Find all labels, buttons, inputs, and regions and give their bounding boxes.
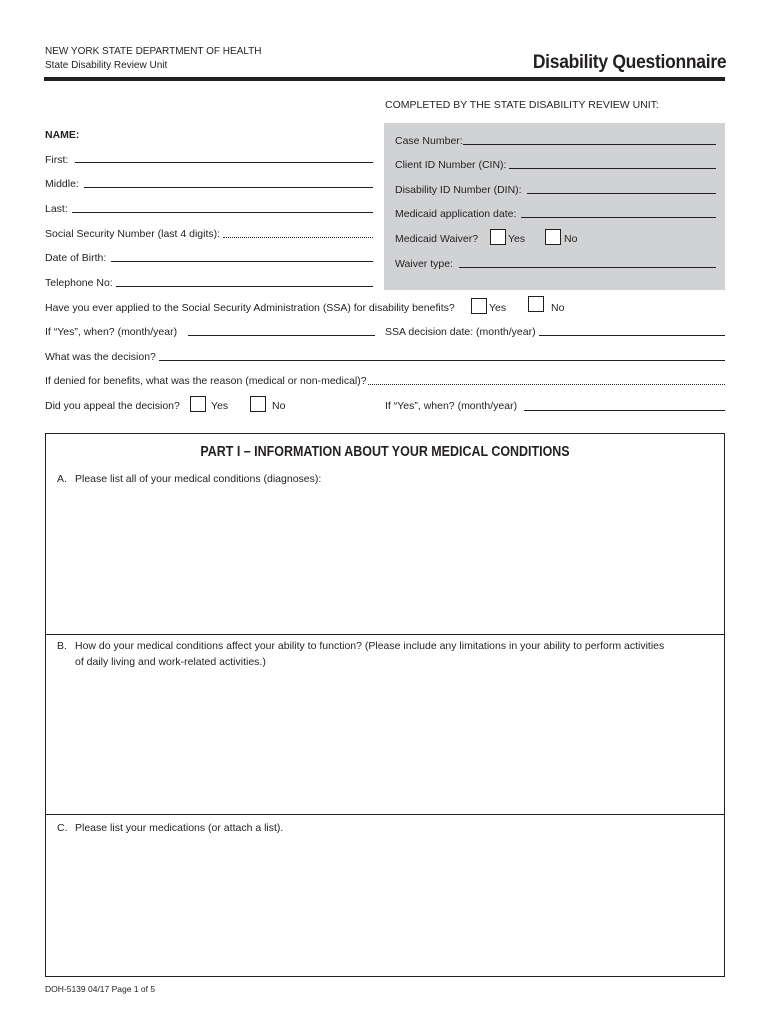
- section-b-answer-area[interactable]: [50, 672, 720, 810]
- ssn-label: Social Security Number (last 4 digits):: [45, 228, 221, 240]
- part1-heading: PART I – INFORMATION ABOUT YOUR MEDICAL CONDITIONS: [200, 444, 570, 460]
- unit-name: State Disability Review Unit: [45, 60, 168, 71]
- medicaid-waiver-label: Medicaid Waiver?: [395, 233, 479, 245]
- disability-id-field[interactable]: [527, 193, 716, 194]
- medicaid-waiver-no-label: No: [564, 233, 578, 245]
- review-unit-heading: COMPLETED BY THE STATE DISABILITY REVIEW UNIT:: [385, 99, 659, 111]
- section-c-marker: C.: [57, 822, 68, 834]
- section-b-marker: B.: [57, 640, 67, 652]
- denied-reason-field[interactable]: [368, 384, 725, 385]
- medicaid-app-date-label: Medicaid application date:: [395, 208, 517, 220]
- section-a-answer-area[interactable]: [50, 490, 720, 630]
- medicaid-waiver-yes-checkbox[interactable]: [490, 229, 506, 245]
- appeal-no-label: No: [272, 400, 286, 412]
- ssa-decision-field[interactable]: [159, 360, 725, 361]
- appeal-yes-label: Yes: [211, 400, 229, 412]
- ssa-applied-question: Have you ever applied to the Social Security Administration (SSA) for disability benefits?: [45, 302, 455, 314]
- last-name-field[interactable]: [72, 212, 373, 213]
- middle-name-field[interactable]: [84, 187, 373, 188]
- appeal-when-label: If “Yes”, when? (month/year): [385, 400, 518, 412]
- section-a-prompt: Please list all of your medical conditions (diagnoses):: [75, 473, 322, 485]
- section-a-marker: A.: [57, 473, 67, 485]
- appeal-when-field[interactable]: [524, 410, 725, 411]
- middle-name-label: Middle:: [45, 178, 79, 190]
- ssa-applied-yes-checkbox[interactable]: [471, 298, 487, 314]
- header-rule: [44, 77, 725, 81]
- section-b-prompt-line1: How do your medical conditions affect your ability to function? (Please include any limitations in your ability to perform activities: [75, 640, 665, 652]
- name-heading: NAME:: [45, 129, 80, 141]
- ssa-applied-no-checkbox[interactable]: [528, 296, 544, 312]
- section-b-divider: [45, 814, 725, 815]
- dob-label: Date of Birth:: [45, 252, 107, 264]
- ssa-when-label: If “Yes”, when? (month/year): [45, 326, 178, 338]
- section-a-divider: [45, 634, 725, 635]
- ssa-applied-yes-label: Yes: [489, 302, 507, 314]
- first-name-field[interactable]: [75, 162, 373, 163]
- medicaid-waiver-no-checkbox[interactable]: [545, 229, 561, 245]
- ssa-decision-date-field[interactable]: [539, 335, 725, 336]
- disability-id-label: Disability ID Number (DIN):: [395, 184, 522, 196]
- denied-reason-label: If denied for benefits, what was the reason (medical or non-medical)?: [45, 375, 367, 387]
- appeal-label: Did you appeal the decision?: [45, 400, 180, 412]
- case-number-field[interactable]: [463, 144, 716, 145]
- medicaid-app-date-field[interactable]: [521, 217, 716, 218]
- dob-field[interactable]: [111, 261, 373, 262]
- ssn-field[interactable]: [223, 237, 373, 238]
- telephone-field[interactable]: [116, 286, 373, 287]
- first-name-label: First:: [45, 154, 69, 166]
- appeal-no-checkbox[interactable]: [250, 396, 266, 412]
- telephone-label: Telephone No:: [45, 277, 113, 289]
- ssa-applied-no-label: No: [551, 302, 565, 314]
- ssa-decision-label: What was the decision?: [45, 351, 156, 363]
- section-b-prompt-line2: of daily living and work-related activities.): [75, 656, 266, 668]
- waiver-type-field[interactable]: [459, 267, 716, 268]
- medicaid-waiver-yes-label: Yes: [508, 233, 526, 245]
- ssa-decision-date-label: SSA decision date: (month/year): [385, 326, 536, 338]
- department-name: NEW YORK STATE DEPARTMENT OF HEALTH: [45, 46, 262, 57]
- client-id-label: Client ID Number (CIN):: [395, 159, 507, 171]
- case-number-label: Case Number:: [395, 135, 463, 147]
- last-name-label: Last:: [45, 203, 68, 215]
- ssa-when-field[interactable]: [188, 335, 375, 336]
- section-c-answer-area[interactable]: [50, 838, 720, 972]
- page-title: Disability Questionnaire: [532, 52, 726, 73]
- form-id-footer: DOH-5139 04/17 Page 1 of 5: [45, 984, 156, 994]
- waiver-type-label: Waiver type:: [395, 258, 453, 270]
- appeal-yes-checkbox[interactable]: [190, 396, 206, 412]
- client-id-field[interactable]: [509, 168, 716, 169]
- section-c-prompt: Please list your medications (or attach a list).: [75, 822, 284, 834]
